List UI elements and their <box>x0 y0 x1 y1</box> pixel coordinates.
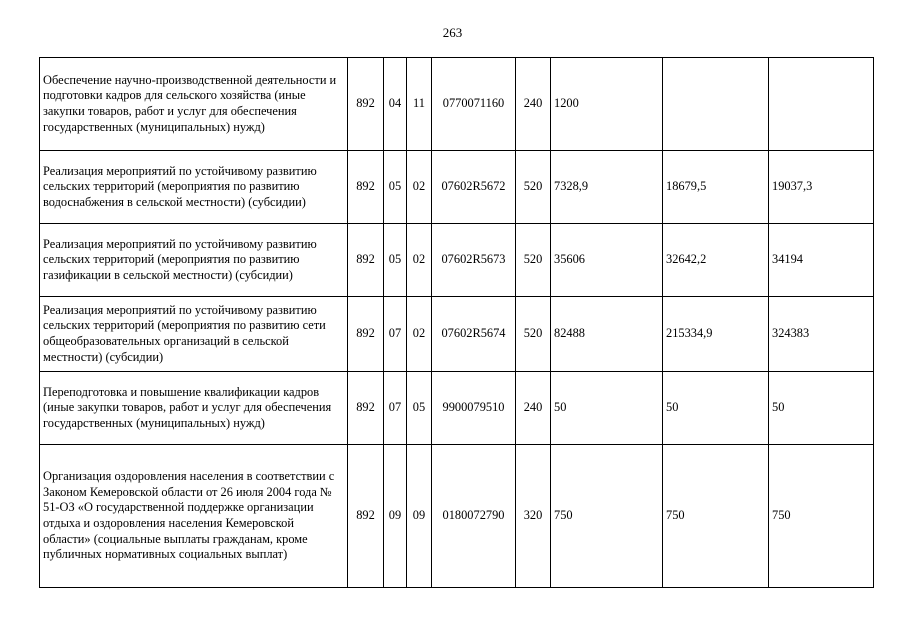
budget-table <box>39 57 874 588</box>
value-2: 750 <box>663 445 769 588</box>
ministry-code: 892 <box>348 372 384 445</box>
value-3: 19037,3 <box>769 151 874 224</box>
value-2: 18679,5 <box>663 151 769 224</box>
row-name: Реализация мероприятий по устойчивому развитию сельских территорий (мероприятия по развитию газификации в сельской местности) (субсидии) <box>40 224 348 297</box>
value-3 <box>769 58 874 151</box>
target-article-code: 07602R5674 <box>432 297 516 372</box>
table-body <box>40 58 874 588</box>
table-row <box>40 445 874 588</box>
page-number: 263 <box>442 25 463 40</box>
section-code: 07 <box>384 297 407 372</box>
value-3: 34194 <box>769 224 874 297</box>
value-1: 50 <box>551 372 663 445</box>
value-3: 324383 <box>769 297 874 372</box>
expense-type-code: 520 <box>516 151 551 224</box>
value-1: 35606 <box>551 224 663 297</box>
value-3: 50 <box>769 372 874 445</box>
expense-type-code: 520 <box>516 297 551 372</box>
target-article-code: 07602R5673 <box>432 224 516 297</box>
subsection-code: 02 <box>407 151 432 224</box>
value-3: 750 <box>769 445 874 588</box>
expense-type-code: 240 <box>516 58 551 151</box>
row-name: Обеспечение научно-производственной деятельности и подготовки кадров для сельского хозяйства (иные закупки товаров, работ и услуг для обеспечения государственных (муниципальных) нужд) <box>40 58 348 151</box>
row-name: Реализация мероприятий по устойчивому развитию сельских территорий (мероприятия по развитию сети общеобразовательных организаций в сельской местности) (субсидии) <box>40 297 348 372</box>
value-1: 7328,9 <box>551 151 663 224</box>
value-2: 32642,2 <box>663 224 769 297</box>
table-row <box>40 151 874 224</box>
table-row <box>40 58 874 151</box>
subsection-code: 09 <box>407 445 432 588</box>
target-article-code: 9900079510 <box>432 372 516 445</box>
section-code: 05 <box>384 151 407 224</box>
ministry-code: 892 <box>348 224 384 297</box>
value-1: 750 <box>551 445 663 588</box>
target-article-code: 0770071160 <box>432 58 516 151</box>
section-code: 04 <box>384 58 407 151</box>
section-code: 05 <box>384 224 407 297</box>
ministry-code: 892 <box>348 58 384 151</box>
table-row <box>40 297 874 372</box>
expense-type-code: 520 <box>516 224 551 297</box>
value-2 <box>663 58 769 151</box>
expense-type-code: 320 <box>516 445 551 588</box>
row-name: Организация оздоровления населения в соответствии с Законом Кемеровской области от 26 июля 2004 года № 51-ОЗ «О государственной поддержке организации отдыха и оздоровления населения Кемеровской области» (социальные выплаты гражданам, кроме публичных нормативных социальных выплат) <box>40 445 348 588</box>
section-code: 09 <box>384 445 407 588</box>
table-row <box>40 224 874 297</box>
ministry-code: 892 <box>348 297 384 372</box>
subsection-code: 02 <box>407 297 432 372</box>
target-article-code: 0180072790 <box>432 445 516 588</box>
section-code: 07 <box>384 372 407 445</box>
target-article-code: 07602R5672 <box>432 151 516 224</box>
subsection-code: 02 <box>407 224 432 297</box>
subsection-code: 11 <box>407 58 432 151</box>
table-row <box>40 372 874 445</box>
value-2: 50 <box>663 372 769 445</box>
expense-type-code: 240 <box>516 372 551 445</box>
value-2: 215334,9 <box>663 297 769 372</box>
value-1: 1200 <box>551 58 663 151</box>
ministry-code: 892 <box>348 151 384 224</box>
subsection-code: 05 <box>407 372 432 445</box>
row-name: Переподготовка и повышение квалификации кадров (иные закупки товаров, работ и услуг для обеспечения государственных (муниципальных) нужд) <box>40 372 348 445</box>
ministry-code: 892 <box>348 445 384 588</box>
row-name: Реализация мероприятий по устойчивому развитию сельских территорий (мероприятия по развитию водоснабжения в сельской местности) (субсидии) <box>40 151 348 224</box>
value-1: 82488 <box>551 297 663 372</box>
